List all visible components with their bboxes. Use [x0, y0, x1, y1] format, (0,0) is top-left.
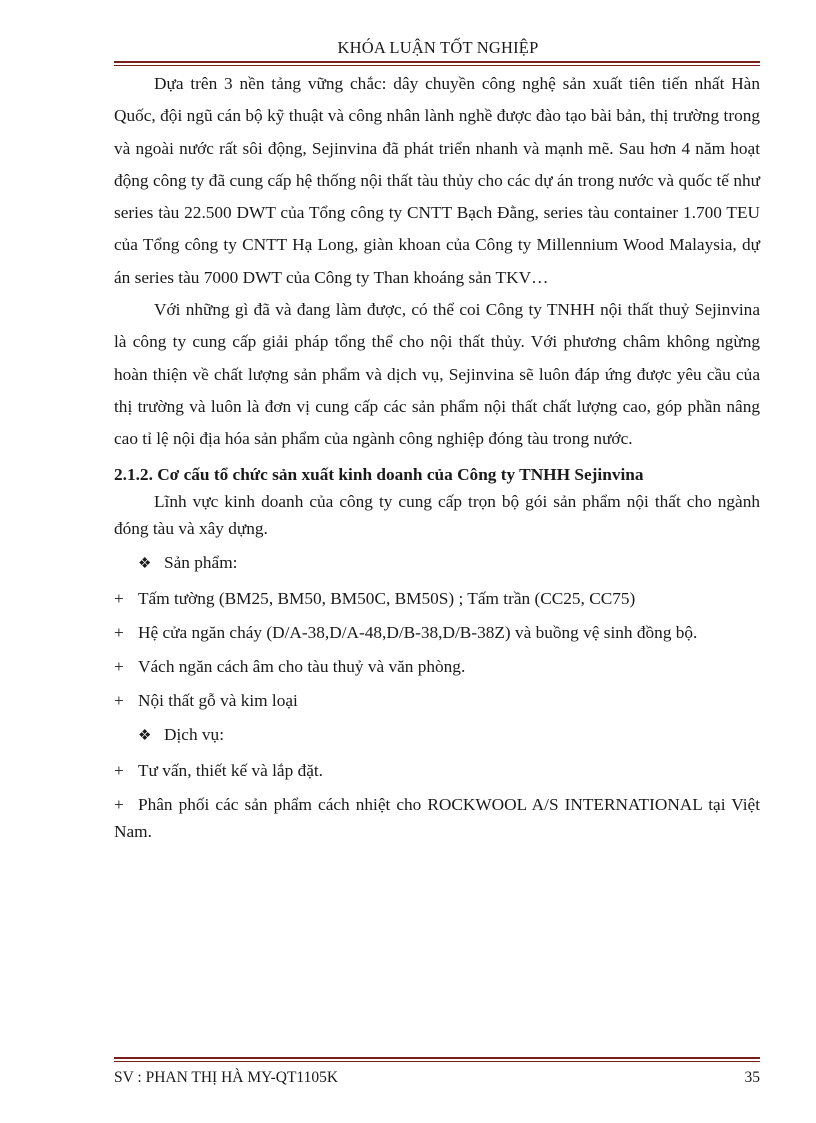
list-item: [114, 549, 760, 578]
page-header-title: KHÓA LUẬN TỐT NGHIỆP: [337, 38, 539, 57]
product-item: Nội thất gỗ và kim loại: [138, 690, 298, 710]
footer-divider: [114, 1057, 760, 1062]
list-item: [114, 791, 760, 845]
body-paragraph: Lĩnh vực kinh doanh của công ty cung cấp trọn bộ gói sản phẩm nội thất cho ngành đóng tàu và xây dựng.: [114, 491, 760, 538]
header-divider: [114, 61, 760, 66]
list-item: [114, 687, 760, 714]
body-paragraph: Với những gì đã và đang làm được, có thể coi Công ty TNHH nội thất thuỷ Sejinvina là công ty cung cấp giải pháp tổng thể cho nội thất thủy. Với phương châm không ngừng hoàn thiện về chất lượng sản phẩm và dịch vụ, Sejinvina sẽ luôn đáp ứng được yêu cầu của thị trường và luôn là đơn vị cung cấp các sản phẩm nội thất chất lượng cao, góp phần nâng cao tỉ lệ nội địa hóa sản phẩm của ngành công nghiệp đóng tàu trong nước.: [114, 300, 760, 449]
plus-bullet-icon: +: [114, 588, 124, 608]
service-item: Tư vấn, thiết kế và lắp đặt.: [138, 760, 323, 780]
section-heading: 2.1.2. Cơ cấu tổ chức sản xuất kinh doanh của Công ty TNHH Sejinvina: [114, 464, 644, 484]
plus-bullet-icon: +: [114, 622, 124, 642]
service-item: Phân phối các sản phẩm cách nhiệt cho ROCKWOOL A/S INTERNATIONAL tại Việt Nam.: [114, 794, 760, 841]
plus-bullet-icon: +: [114, 690, 124, 710]
products-label: Sản phẩm:: [164, 552, 238, 572]
product-item: Vách ngăn cách âm cho tàu thuỷ và văn phòng.: [138, 656, 466, 676]
services-label: Dịch vụ:: [164, 724, 224, 744]
list-item: [114, 757, 760, 784]
plus-bullet-icon: +: [114, 794, 124, 814]
plus-bullet-icon: +: [114, 760, 124, 780]
product-item: Tấm tường (BM25, BM50, BM50C, BM50S) ; Tấm trần (CC25, CC75): [138, 588, 636, 608]
list-item: [114, 619, 760, 646]
list-item: [114, 653, 760, 680]
list-item: [114, 585, 760, 612]
list-item: [114, 721, 760, 750]
page-content: [114, 68, 760, 845]
diamond-bullet-icon: ❖: [138, 555, 152, 572]
diamond-bullet-icon: ❖: [138, 727, 152, 744]
product-item: Hệ cửa ngăn cháy (D/A-38,D/A-48,D/B-38,D/B-38Z) và buồng vệ sinh đồng bộ.: [138, 622, 698, 642]
body-paragraph: Dựa trên 3 nền tảng vững chắc: dây chuyền công nghệ sản xuất tiên tiến nhất Hàn Quốc, đội ngũ cán bộ kỹ thuật và công nhân lành nghề được đào tạo bài bản, thị trường trong và ngoài nước rất sôi động, Sejinvina đã phát triển nhanh và mạnh mẽ. Sau hơn 4 năm hoạt động công ty đã cung cấp hệ thống nội thất tàu thủy cho các dự án trong nước và quốc tế như series tàu 22.500 DWT của Tổng công ty CNTT Bạch Đằng, series tàu container 1.700 TEU của Tổng công ty CNTT Hạ Long, giàn khoan của Công ty Millennium Wood Malaysia, dự án series tàu 7000 DWT của Công ty Than khoáng sản TKV…: [114, 74, 760, 287]
page-number: 35: [744, 1069, 760, 1086]
footer-student: SV : PHAN THỊ HÀ MY-QT1105K: [114, 1069, 339, 1086]
plus-bullet-icon: +: [114, 656, 124, 676]
